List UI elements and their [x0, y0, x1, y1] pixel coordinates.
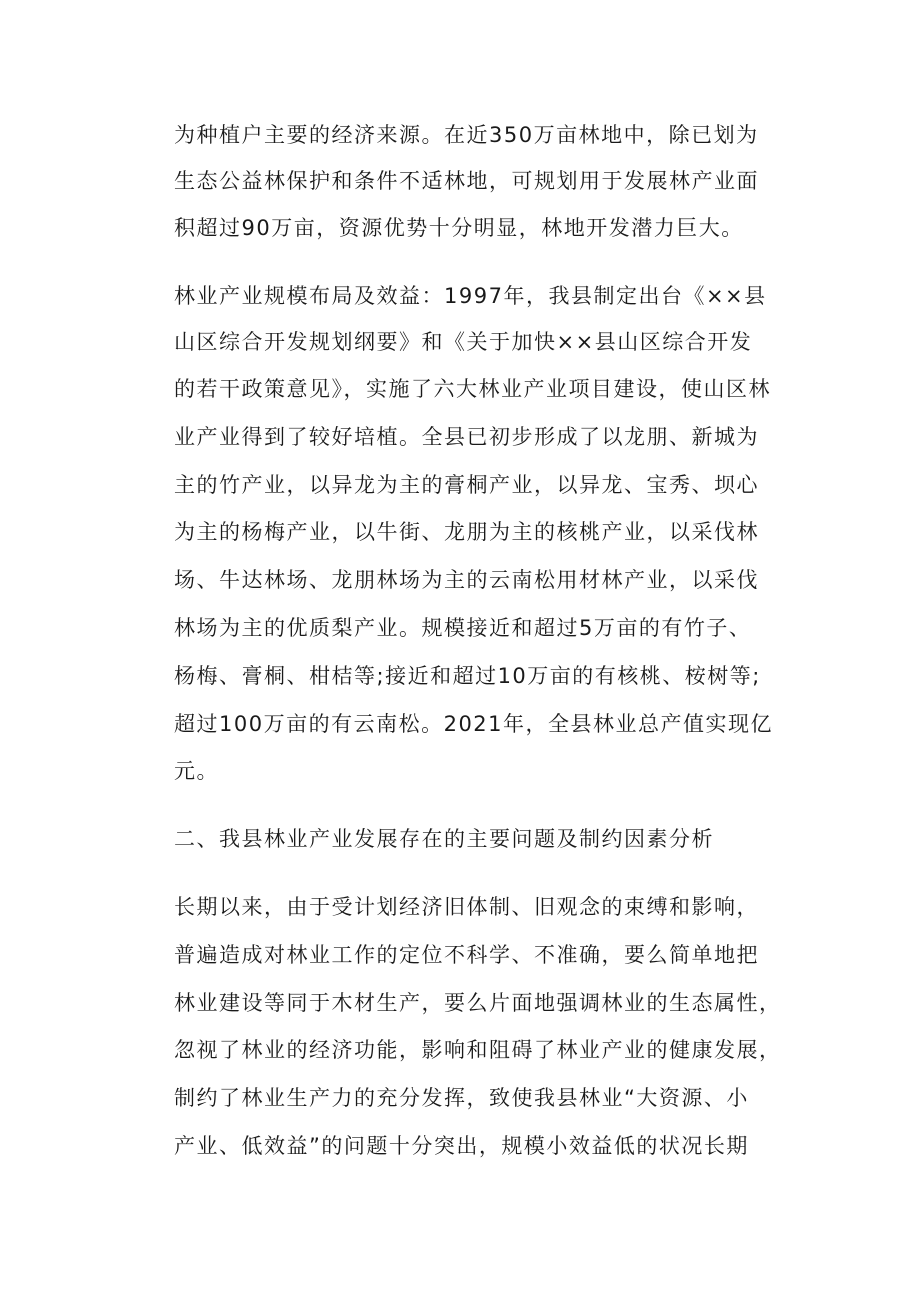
heading-text: 二、我县林业产业发展存在的主要问题及制约因素分析 — [174, 827, 714, 851]
text-line: 超过100万亩的有云南松。2021年，全县林业总产值实现亿 — [174, 712, 774, 736]
text-line: 产业、低效益”的问题十分突出，规模小效益低的状况长期 — [174, 1134, 749, 1158]
text-line: 场、牛达林场、龙朋林场为主的云南松用材林产业，以采伐 — [174, 568, 759, 592]
text-line: 林业建设等同于木材生产，要么片面地强调林业的生态属性， — [174, 991, 782, 1015]
text-line: 林场为主的优质梨产业。规模接近和超过5万亩的有竹子、 — [174, 616, 752, 640]
text-line: 业产业得到了较好培植。全县已初步形成了以龙朋、新城为 — [174, 425, 759, 449]
text-line: 杨梅、膏桐、柑桔等;接近和超过10万亩的有核桃、桉树等; — [174, 664, 761, 688]
text-line: 为种植户主要的经济来源。在近350万亩林地中，除已划为 — [174, 123, 759, 147]
text-line: 积超过90万亩，资源优势十分明显，林地开发潜力巨大。 — [174, 216, 744, 240]
text-line: 林业产业规模布局及效益：1997年，我县制定出台《××县 — [174, 284, 767, 308]
text-line: 长期以来，由于受计划经济旧体制、旧观念的束缚和影响， — [174, 895, 759, 919]
text-line: 为主的杨梅产业，以牛街、龙朋为主的核桃产业，以采伐林 — [174, 520, 759, 544]
text-line: 元。 — [174, 759, 219, 783]
text-line: 制约了林业生产力的充分发挥，致使我县林业“大资源、小 — [174, 1086, 749, 1110]
text-line: 的若干政策意见》，实施了六大林业产业项目建设，使山区林 — [174, 377, 771, 401]
text-line: 普遍造成对林业工作的定位不科学、不准确，要么简单地把 — [174, 943, 759, 967]
text-line: 山区综合开发规划纲要》和《关于加快××县山区综合开发 — [174, 330, 753, 354]
text-line: 生态公益林保护和条件不适林地，可规划用于发展林产业面 — [174, 169, 759, 193]
text-line: 主的竹产业，以异龙为主的膏桐产业，以异龙、宝秀、坝心 — [174, 473, 759, 497]
text-line: 忽视了林业的经济功能，影响和阻碍了林业产业的健康发展， — [174, 1038, 782, 1062]
